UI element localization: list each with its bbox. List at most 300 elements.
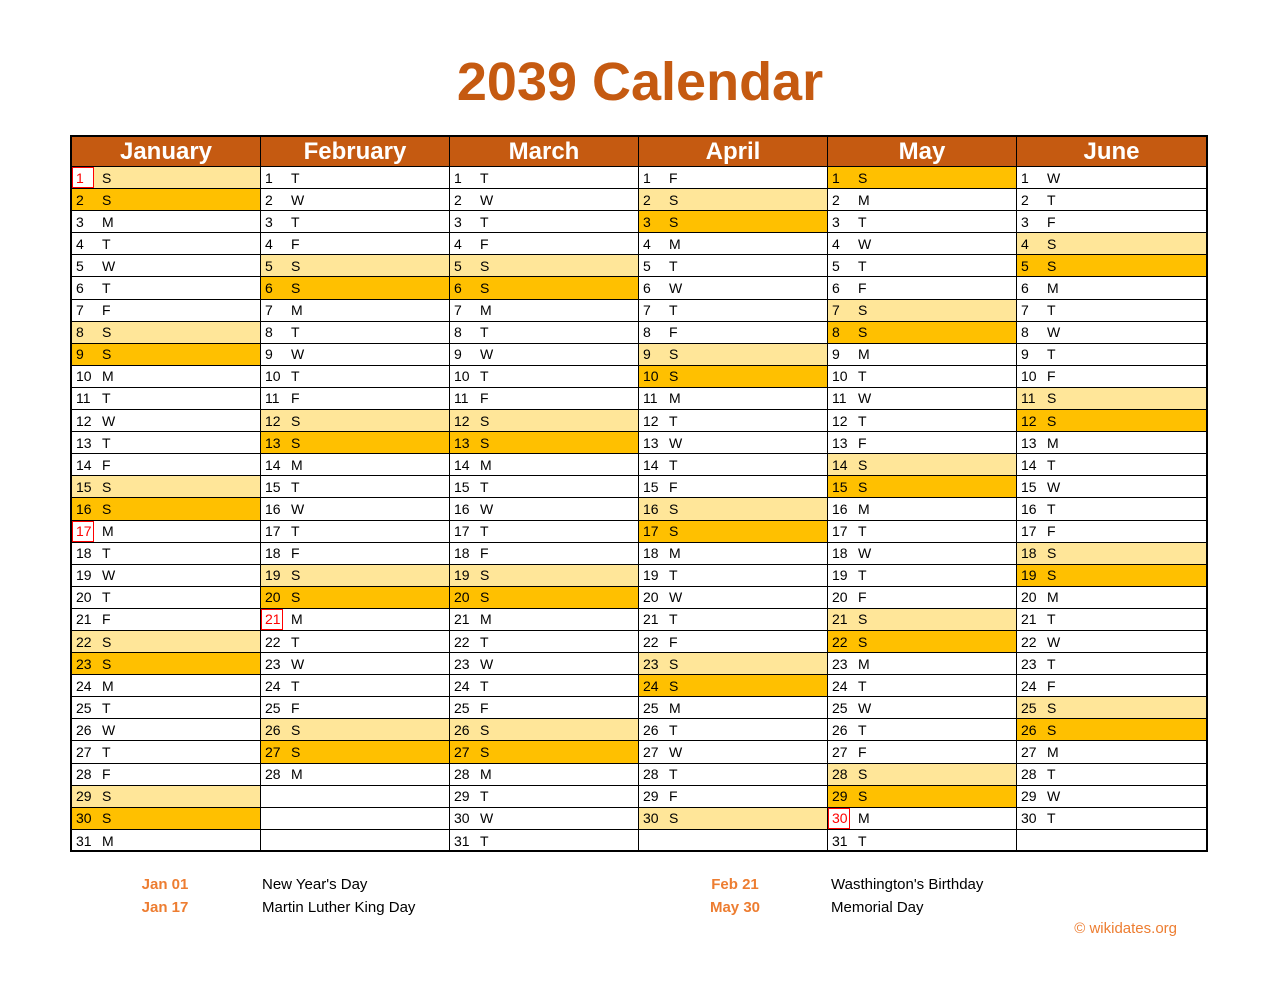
- day-cell: [261, 764, 449, 786]
- day-weekday: F: [669, 633, 678, 650]
- day-number: 13: [454, 434, 470, 451]
- day-number: 26: [1021, 721, 1037, 738]
- day-weekday: T: [858, 213, 867, 230]
- day-number: 18: [643, 545, 659, 562]
- day-weekday: W: [1047, 324, 1061, 341]
- day-cell: [1017, 322, 1206, 344]
- day-weekday: M: [858, 500, 870, 517]
- day-cell: [72, 410, 260, 432]
- day-number: 4: [643, 235, 651, 252]
- day-weekday: S: [480, 567, 490, 584]
- day-number: 11: [265, 390, 280, 407]
- day-number: 14: [832, 456, 848, 473]
- day-number: 2: [1021, 191, 1029, 208]
- day-cell: [1017, 366, 1206, 388]
- day-number: 6: [454, 280, 462, 297]
- day-number: 15: [1021, 478, 1037, 495]
- day-cell: [450, 255, 638, 277]
- day-weekday: T: [1047, 346, 1056, 363]
- day-cell: [261, 521, 449, 543]
- day-weekday: W: [102, 412, 116, 429]
- day-number: 22: [832, 633, 848, 650]
- day-number: 31: [76, 832, 92, 849]
- day-weekday: S: [858, 302, 868, 319]
- holiday-date: May 30: [709, 899, 761, 916]
- day-cell: [450, 609, 638, 631]
- day-number: 25: [643, 699, 659, 716]
- day-cell: [450, 211, 638, 233]
- day-number: 9: [643, 346, 651, 363]
- day-weekday: F: [291, 699, 300, 716]
- day-weekday: T: [1047, 766, 1056, 783]
- day-cell: [1017, 830, 1206, 852]
- day-weekday: S: [102, 169, 112, 186]
- day-weekday: T: [102, 235, 111, 252]
- day-cell: [72, 675, 260, 697]
- day-number: 30: [76, 810, 92, 827]
- day-cell: [639, 631, 827, 653]
- day-cell: [72, 631, 260, 653]
- day-number: 10: [643, 368, 659, 385]
- day-cell: [639, 366, 827, 388]
- day-weekday: S: [669, 810, 679, 827]
- day-number: 9: [76, 346, 84, 363]
- day-cell: [1017, 454, 1206, 476]
- day-cell: [828, 233, 1016, 255]
- day-cell: [828, 167, 1016, 189]
- day-cell: [828, 189, 1016, 211]
- day-number: 13: [643, 434, 659, 451]
- day-cell: [72, 543, 260, 565]
- day-number: 24: [454, 677, 470, 694]
- day-number: 14: [643, 456, 659, 473]
- day-weekday: T: [480, 788, 489, 805]
- day-cell: [639, 697, 827, 719]
- day-weekday: S: [858, 611, 868, 628]
- day-weekday: W: [858, 235, 872, 252]
- day-cell: [639, 741, 827, 763]
- day-cell: [450, 344, 638, 366]
- day-weekday: S: [291, 434, 301, 451]
- day-number: 6: [643, 280, 651, 297]
- day-cell: [1017, 587, 1206, 609]
- day-number: 10: [832, 368, 848, 385]
- day-cell: [828, 697, 1016, 719]
- day-weekday: S: [858, 456, 868, 473]
- holiday-date: Feb 21: [711, 876, 759, 893]
- day-number: 27: [643, 743, 659, 760]
- day-number: 15: [643, 478, 659, 495]
- day-number: 22: [1021, 633, 1037, 650]
- day-cell: [828, 476, 1016, 498]
- day-weekday: S: [669, 677, 679, 694]
- day-cell: [1017, 167, 1206, 189]
- day-number: 16: [1021, 500, 1037, 517]
- day-weekday: T: [1047, 191, 1056, 208]
- day-cell: [828, 277, 1016, 299]
- day-weekday: S: [669, 523, 679, 540]
- holiday-name: Wasthington's Birthday: [831, 876, 984, 893]
- day-cell: [639, 255, 827, 277]
- day-number: 13: [76, 434, 92, 451]
- holiday-date: Jan 17: [141, 899, 189, 916]
- day-number: 29: [76, 788, 92, 805]
- day-weekday: T: [102, 390, 111, 407]
- day-weekday: T: [480, 213, 489, 230]
- day-weekday: T: [480, 523, 489, 540]
- day-weekday: T: [858, 368, 867, 385]
- day-cell: [72, 719, 260, 741]
- day-number: 3: [832, 213, 840, 230]
- day-cell: [72, 233, 260, 255]
- day-weekday: T: [291, 523, 300, 540]
- day-number: 20: [643, 589, 659, 606]
- day-number: 6: [1021, 280, 1029, 297]
- day-number: 4: [265, 235, 273, 252]
- day-cell: [261, 277, 449, 299]
- day-weekday: S: [291, 567, 301, 584]
- day-number: 2: [454, 191, 462, 208]
- day-cell: [261, 189, 449, 211]
- day-cell: [828, 366, 1016, 388]
- day-weekday: T: [669, 611, 678, 628]
- day-weekday: M: [858, 810, 870, 827]
- day-cell: [450, 786, 638, 808]
- day-weekday: T: [1047, 456, 1056, 473]
- day-number: 7: [832, 302, 840, 319]
- day-number: 14: [76, 456, 92, 473]
- day-weekday: T: [1047, 655, 1056, 672]
- day-weekday: F: [102, 456, 111, 473]
- day-cell: [450, 388, 638, 410]
- month-header: June: [1017, 137, 1206, 167]
- day-weekday: T: [1047, 810, 1056, 827]
- day-weekday: T: [858, 257, 867, 274]
- day-cell: [639, 808, 827, 830]
- day-weekday: T: [669, 567, 678, 584]
- day-weekday: F: [669, 324, 678, 341]
- day-weekday: W: [480, 500, 494, 517]
- day-cell: [450, 830, 638, 852]
- day-weekday: T: [858, 721, 867, 738]
- day-cell: [450, 410, 638, 432]
- day-number: 29: [832, 788, 848, 805]
- day-weekday: M: [102, 523, 114, 540]
- day-weekday: T: [291, 633, 300, 650]
- day-weekday: W: [480, 346, 494, 363]
- day-number: 16: [265, 500, 281, 517]
- day-number: 14: [454, 456, 470, 473]
- day-number: 8: [265, 324, 273, 341]
- day-number: 18: [76, 545, 92, 562]
- day-cell: [450, 653, 638, 675]
- day-number: 9: [832, 346, 840, 363]
- day-number: 18: [1021, 545, 1037, 562]
- day-number: 6: [76, 280, 84, 297]
- day-cell: [828, 830, 1016, 852]
- day-cell: [828, 454, 1016, 476]
- day-weekday: S: [1047, 390, 1057, 407]
- day-number: 24: [76, 677, 92, 694]
- day-weekday: S: [102, 655, 112, 672]
- day-cell: [261, 322, 449, 344]
- day-weekday: S: [291, 589, 301, 606]
- day-weekday: T: [669, 257, 678, 274]
- day-weekday: W: [480, 191, 494, 208]
- day-weekday: M: [291, 302, 303, 319]
- day-cell: [1017, 344, 1206, 366]
- day-weekday: W: [291, 346, 305, 363]
- day-weekday: T: [102, 280, 111, 297]
- day-cell: [828, 521, 1016, 543]
- day-weekday: F: [669, 478, 678, 495]
- credit-link[interactable]: © wikidates.org: [1074, 920, 1177, 937]
- day-cell: [72, 764, 260, 786]
- day-cell: [450, 764, 638, 786]
- day-number: 15: [454, 478, 470, 495]
- day-number: 6: [832, 280, 840, 297]
- day-number: 12: [1021, 412, 1037, 429]
- day-number: 22: [643, 633, 659, 650]
- day-number: 28: [76, 766, 92, 783]
- day-cell: [450, 300, 638, 322]
- day-weekday: T: [669, 766, 678, 783]
- day-weekday: T: [480, 478, 489, 495]
- day-weekday: M: [669, 699, 681, 716]
- day-cell: [1017, 786, 1206, 808]
- day-cell: [450, 189, 638, 211]
- day-number: 17: [643, 523, 659, 540]
- month-header: February: [261, 137, 449, 167]
- day-cell: [72, 498, 260, 520]
- day-number: 10: [76, 368, 92, 385]
- day-weekday: M: [480, 456, 492, 473]
- day-weekday: M: [669, 390, 681, 407]
- day-number: 7: [643, 302, 651, 319]
- day-weekday: S: [102, 346, 112, 363]
- day-cell: [828, 609, 1016, 631]
- calendar-grid: [70, 135, 1208, 852]
- day-number: 11: [643, 390, 658, 407]
- day-number: 8: [832, 324, 840, 341]
- day-number: 19: [454, 567, 470, 584]
- holiday-name: New Year's Day: [262, 876, 368, 893]
- day-cell: [261, 476, 449, 498]
- day-cell: [450, 631, 638, 653]
- day-cell: [261, 543, 449, 565]
- day-weekday: T: [480, 832, 489, 849]
- day-number: 21: [832, 611, 848, 628]
- day-number: 19: [1021, 567, 1037, 584]
- day-cell: [1017, 565, 1206, 587]
- day-cell: [261, 719, 449, 741]
- day-weekday: S: [858, 478, 868, 495]
- day-weekday: S: [669, 191, 679, 208]
- day-cell: [261, 653, 449, 675]
- day-number: 1: [1021, 169, 1029, 186]
- day-number: 20: [832, 589, 848, 606]
- day-weekday: S: [669, 500, 679, 517]
- day-number: 3: [1021, 213, 1029, 230]
- day-cell: [450, 697, 638, 719]
- day-cell: [1017, 521, 1206, 543]
- day-weekday: F: [291, 235, 300, 252]
- day-number: 12: [832, 412, 848, 429]
- day-cell: [450, 233, 638, 255]
- day-number: 19: [76, 567, 92, 584]
- day-cell: [72, 521, 260, 543]
- day-cell: [261, 675, 449, 697]
- day-number: 13: [832, 434, 848, 451]
- day-weekday: F: [291, 390, 300, 407]
- day-cell: [72, 609, 260, 631]
- day-weekday: S: [291, 412, 301, 429]
- day-weekday: M: [858, 346, 870, 363]
- day-number: 16: [76, 500, 92, 517]
- day-cell: [1017, 808, 1206, 830]
- day-weekday: S: [858, 324, 868, 341]
- day-weekday: W: [1047, 633, 1061, 650]
- day-number: 11: [832, 390, 847, 407]
- day-number: 16: [832, 500, 848, 517]
- day-number: 4: [76, 235, 84, 252]
- day-weekday: S: [102, 324, 112, 341]
- day-number: 5: [454, 257, 462, 274]
- day-number: 22: [76, 633, 92, 650]
- day-cell: [72, 432, 260, 454]
- day-number: 28: [454, 766, 470, 783]
- day-cell: [72, 587, 260, 609]
- day-cell: [639, 277, 827, 299]
- day-number: 5: [265, 257, 273, 274]
- day-cell: [828, 344, 1016, 366]
- day-weekday: F: [102, 611, 111, 628]
- day-weekday: T: [669, 412, 678, 429]
- day-weekday: W: [1047, 788, 1061, 805]
- day-number: 18: [265, 545, 281, 562]
- day-weekday: T: [1047, 302, 1056, 319]
- day-number: 25: [454, 699, 470, 716]
- day-cell: [828, 543, 1016, 565]
- day-cell: [450, 498, 638, 520]
- day-cell: [261, 808, 449, 830]
- day-cell: [261, 410, 449, 432]
- day-number: 26: [76, 721, 92, 738]
- day-weekday: T: [291, 213, 300, 230]
- day-weekday: M: [858, 191, 870, 208]
- day-cell: [828, 719, 1016, 741]
- day-cell: [261, 741, 449, 763]
- day-cell: [450, 454, 638, 476]
- day-cell: [828, 587, 1016, 609]
- day-weekday: W: [102, 721, 116, 738]
- day-number: 10: [1021, 368, 1037, 385]
- day-number: 31: [454, 832, 470, 849]
- day-number: 23: [643, 655, 659, 672]
- day-cell: [1017, 476, 1206, 498]
- day-weekday: T: [291, 368, 300, 385]
- day-cell: [261, 454, 449, 476]
- day-cell: [639, 587, 827, 609]
- day-cell: [639, 675, 827, 697]
- day-cell: [261, 631, 449, 653]
- day-number: 1: [76, 169, 84, 186]
- day-weekday: F: [858, 589, 867, 606]
- day-number: 18: [832, 545, 848, 562]
- day-weekday: F: [858, 280, 867, 297]
- day-number: 24: [832, 677, 848, 694]
- day-weekday: T: [291, 324, 300, 341]
- month-header: January: [72, 137, 260, 167]
- day-weekday: S: [669, 213, 679, 230]
- day-number: 6: [265, 280, 273, 297]
- day-weekday: W: [291, 191, 305, 208]
- day-weekday: M: [858, 655, 870, 672]
- day-cell: [828, 211, 1016, 233]
- day-weekday: F: [1047, 213, 1056, 230]
- day-number: 8: [76, 324, 84, 341]
- day-cell: [1017, 764, 1206, 786]
- day-number: 8: [643, 324, 651, 341]
- day-cell: [450, 277, 638, 299]
- day-cell: [639, 189, 827, 211]
- day-cell: [639, 233, 827, 255]
- day-cell: [639, 410, 827, 432]
- day-cell: [1017, 277, 1206, 299]
- day-number: 7: [1021, 302, 1029, 319]
- day-weekday: W: [669, 589, 683, 606]
- day-number: 5: [832, 257, 840, 274]
- day-weekday: W: [669, 434, 683, 451]
- day-weekday: S: [1047, 699, 1057, 716]
- day-number: 3: [265, 213, 273, 230]
- day-cell: [72, 653, 260, 675]
- day-number: 26: [265, 721, 281, 738]
- day-number: 1: [454, 169, 462, 186]
- day-number: 30: [1021, 810, 1037, 827]
- day-weekday: S: [480, 721, 490, 738]
- day-weekday: S: [1047, 412, 1057, 429]
- day-number: 4: [832, 235, 840, 252]
- day-cell: [1017, 498, 1206, 520]
- day-cell: [639, 388, 827, 410]
- day-weekday: S: [102, 788, 112, 805]
- day-number: 8: [1021, 324, 1029, 341]
- day-cell: [261, 255, 449, 277]
- day-number: 28: [832, 766, 848, 783]
- day-cell: [639, 543, 827, 565]
- day-weekday: F: [858, 743, 867, 760]
- day-weekday: T: [858, 412, 867, 429]
- day-cell: [72, 167, 260, 189]
- day-weekday: M: [1047, 434, 1059, 451]
- day-number: 16: [643, 500, 659, 517]
- day-weekday: W: [291, 500, 305, 517]
- month-header: March: [450, 137, 638, 167]
- day-number: 20: [454, 589, 470, 606]
- day-number: 2: [76, 191, 84, 208]
- day-cell: [261, 498, 449, 520]
- day-weekday: W: [858, 699, 872, 716]
- day-weekday: S: [858, 169, 868, 186]
- day-weekday: S: [291, 280, 301, 297]
- day-weekday: S: [480, 257, 490, 274]
- day-weekday: W: [291, 655, 305, 672]
- day-cell: [828, 741, 1016, 763]
- day-number: 19: [265, 567, 281, 584]
- day-weekday: W: [669, 280, 683, 297]
- month-header: May: [828, 137, 1016, 167]
